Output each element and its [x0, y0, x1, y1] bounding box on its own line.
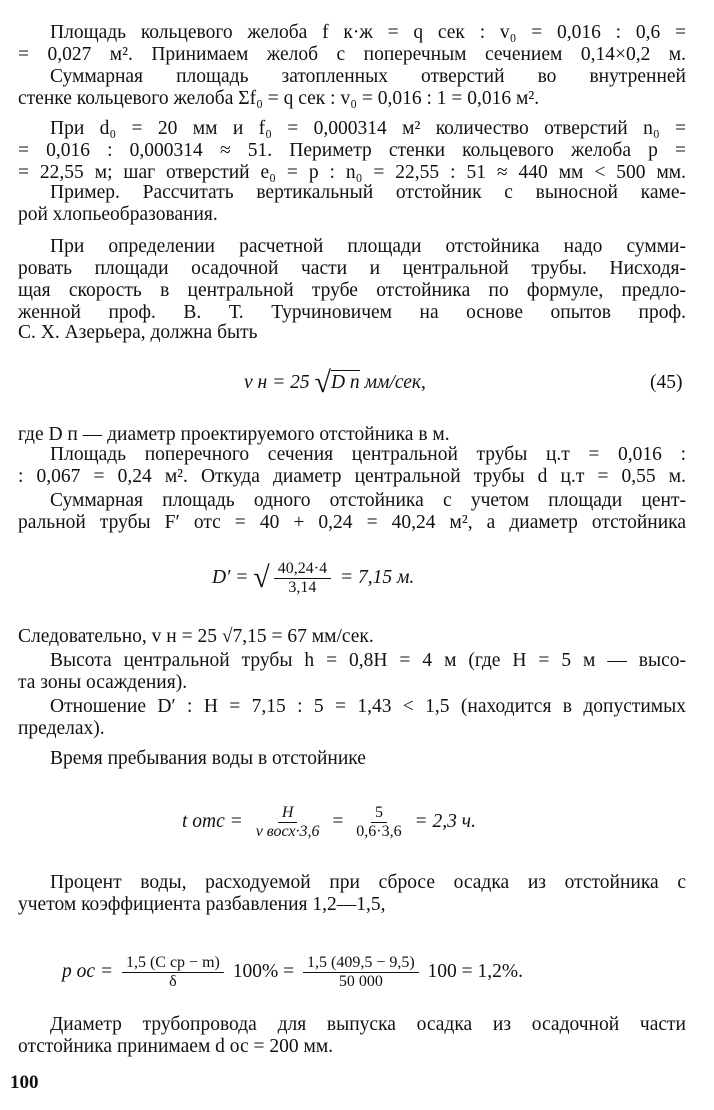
text-line: = 0,016 : 0,000314 ≈ 51. Периметр стенки кольцевого желоба p =	[18, 140, 686, 161]
text-line: Суммарная площадь одного отстойника с учетом площади цент-	[50, 490, 686, 511]
text-line: При определении расчетной площади отстойника надо сумми-	[50, 236, 686, 257]
text-line: стенке кольцевого желоба Σf₀ = q сек : v₀ = 0,016 : 1 = 0,016 м².	[18, 88, 540, 109]
text-line: Диаметр трубопровода для выпуска осадка из осадочной части	[50, 1014, 686, 1035]
text-line: учетом коэффициента разбавления 1,2—1,5,	[18, 894, 386, 915]
text-line: женной проф. В. Т. Турчиновичем на основе опытов проф.	[18, 302, 686, 323]
equation-45: v н = 25 √D п мм/сек,	[244, 366, 426, 399]
page-number: 100	[10, 1072, 39, 1093]
text-line: Площадь кольцевого желоба f к·ж = q сек : v₀ = 0,016 : 0,6 =	[50, 22, 686, 43]
equation-time: t отс = $\frac{H}{\text{v восх·3,6}}$ = $\frac{5}{0,6\cdot 3,6}$ = 2,3 ч.	[182, 804, 476, 840]
text-line: щая скорость в центральной трубе отстойника по формуле, предло-	[18, 280, 686, 301]
text-line: Отношение D′ : H = 7,15 : 5 = 1,43 < 1,5 (находится в допустимых	[50, 696, 686, 717]
text-line: ральной трубы F′ отс = 40 + 0,24 = 40,24 м², а диаметр отстойника	[18, 512, 686, 533]
equation-number: (45)	[650, 372, 683, 393]
equation-percent: p ос = $\frac{\text{1,5 (C ср − m)}}{\delta}$ 100% = $\frac{1,5 (409,5 - 9,5)}{50 000}$ 100 = 1,2%.	[62, 954, 524, 990]
text-line: : 0,067 = 0,24 м². Откуда диаметр центральной трубы d ц.т = 0,55 м.	[18, 466, 686, 487]
text-line: отстойника принимаем d ос = 200 мм.	[18, 1036, 334, 1057]
example-heading-line: Пример. Рассчитать вертикальный отстойник с выносной каме-	[50, 182, 686, 203]
text-line: С. Х. Азерьера, должна быть	[18, 322, 258, 343]
text-line: пределах).	[18, 718, 105, 739]
text-line: та зоны осаждения).	[18, 672, 188, 693]
text-line: Процент воды, расходуемой при сбросе осадка из отстойника с	[50, 872, 686, 893]
text-line: Высота центральной трубы h = 0,8H = 4 м (где H = 5 м — высо-	[50, 650, 686, 671]
text-line: Следовательно, v н = 25 √7,15 = 67 мм/сек.	[18, 626, 374, 647]
equation-diameter: D′ = √ $\frac{40,24\cdot 4}{3,14}$ = 7,15 м.	[212, 560, 415, 596]
text-line: где D п — диаметр проектируемого отстойника в м.	[18, 424, 450, 445]
text-line: При d₀ = 20 мм и f₀ = 0,000314 м² количество отверстий n₀ =	[50, 118, 686, 139]
text-line: рой хлопьеобразования.	[18, 204, 218, 225]
text-line: Суммарная площадь затопленных отверстий во внутренней	[50, 66, 686, 87]
text-line: = 0,027 м². Принимаем желоб с поперечным сечением 0,14×0,2 м.	[18, 44, 686, 65]
text-line: Площадь поперечного сечения центральной трубы ц.т = 0,016 :	[50, 444, 686, 465]
text-line: = 22,55 м; шаг отверстий e₀ = p : n₀ = 22,55 : 51 ≈ 440 мм < 500 мм.	[18, 162, 686, 183]
text-line: ровать площади осадочной части и центральной трубы. Нисходя-	[18, 258, 686, 279]
text-line: Время пребывания воды в отстойнике	[50, 748, 366, 769]
